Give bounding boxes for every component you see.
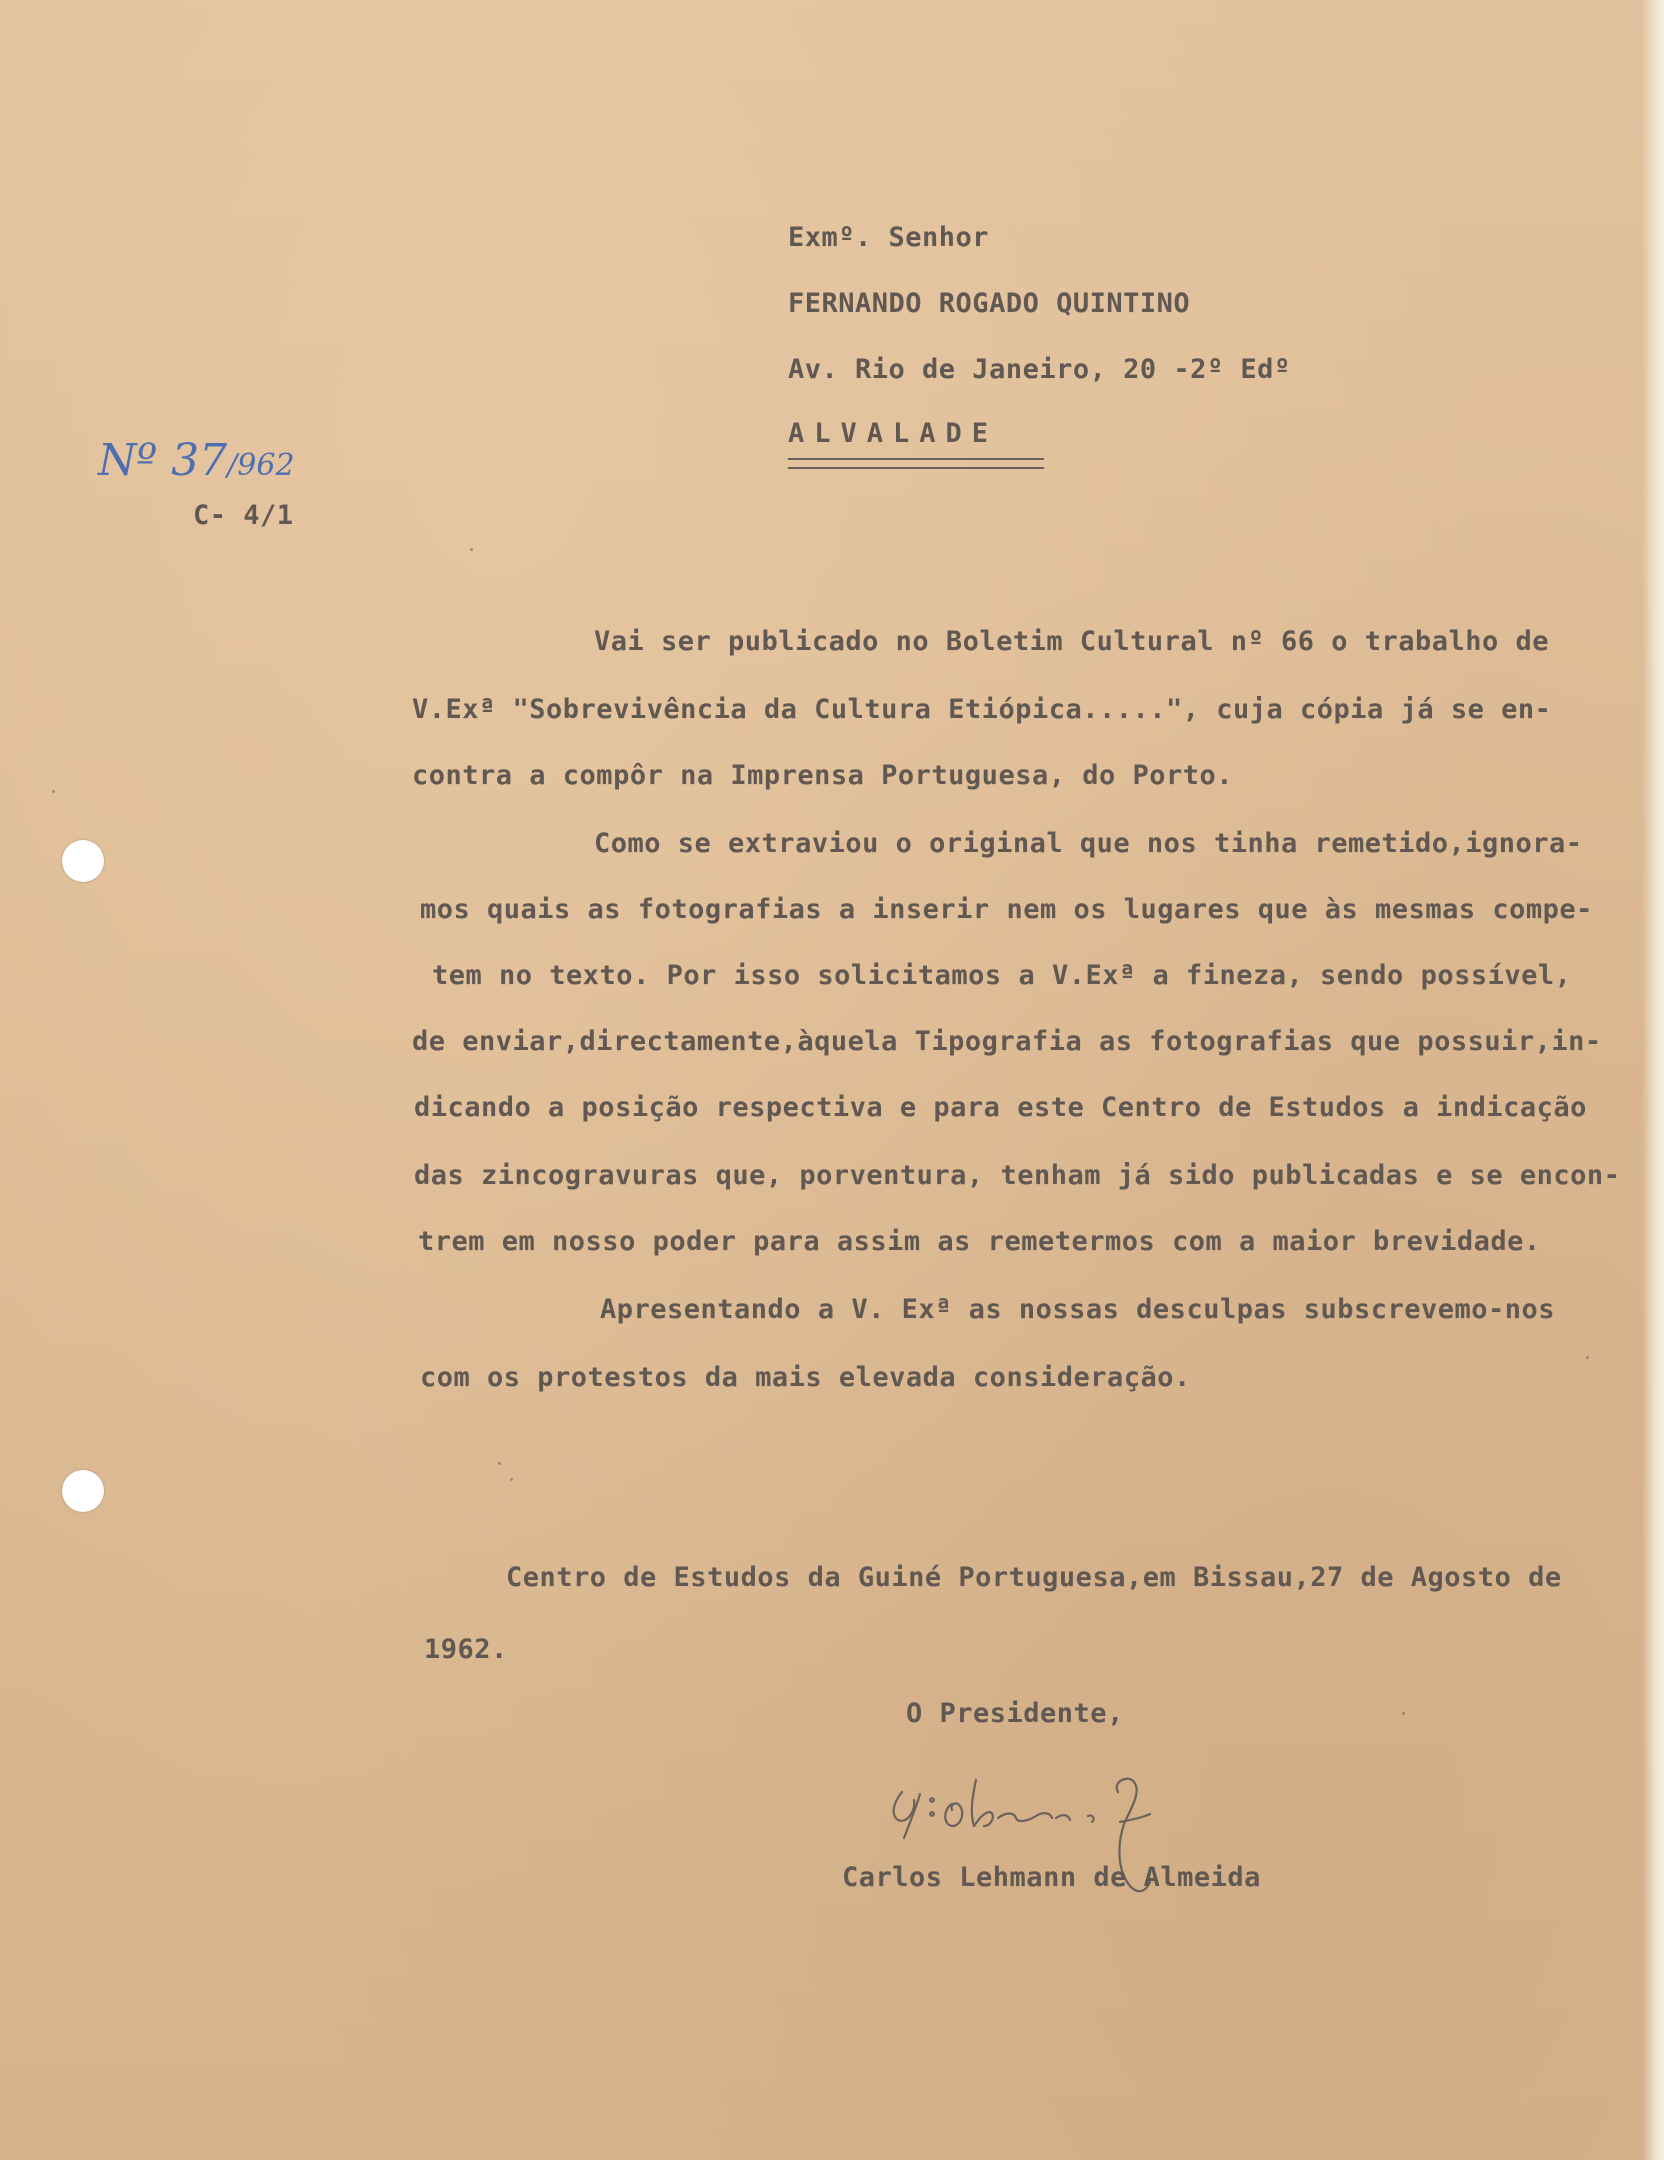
paper-speck [510, 1478, 513, 1481]
reference-number-text: Nº 37 [98, 435, 228, 486]
addressee-street: Av. Rio de Janeiro, 20 -2º Edº [788, 354, 1291, 385]
paper-speck [498, 1462, 501, 1465]
body-line: tem no texto. Por isso solicitamos a V.Exª a fineza, sendo possível, [432, 960, 1572, 991]
paper-edge [1642, 0, 1664, 2160]
addressee-district: ALVALADE [788, 418, 999, 449]
body-line: contra a compôr na Imprensa Portuguesa, do Porto. [412, 760, 1234, 791]
paper-speck [1586, 1356, 1589, 1359]
body-line: V.Exª "Sobrevivência da Cultura Etiópica.....", cuja cópia já se en- [412, 694, 1552, 725]
addressee-salutation: Exmº. Senhor [788, 222, 990, 253]
punch-hole-bottom [62, 1470, 104, 1512]
reference-number [98, 435, 295, 486]
closing-title: O Presidente, [906, 1698, 1124, 1729]
addressee-name: FERNANDO ROGADO QUINTINO [788, 288, 1191, 319]
body-line: dicando a posição respectiva e para este Centro de Estudos a indicação [414, 1092, 1587, 1123]
reference-code: C- 4/1 [193, 500, 294, 531]
punch-hole-top [62, 840, 104, 882]
paper-speck [470, 548, 473, 551]
district-underline [788, 458, 1044, 469]
reference-year: /962 [227, 448, 295, 483]
body-line: trem em nosso poder para assim as remetermos com a maior brevidade. [418, 1226, 1541, 1257]
body-line: com os protestos da mais elevada consideração. [420, 1362, 1191, 1393]
body-line: Apresentando a V. Exª as nossas desculpas subscrevemo-nos [600, 1294, 1556, 1325]
paper-speck [52, 790, 55, 793]
paper-speck [1402, 1712, 1405, 1715]
signer-name: Carlos Lehmann de Almeida [842, 1862, 1261, 1893]
body-line: mos quais as fotografias a inserir nem os lugares que às mesmas compe- [420, 894, 1593, 925]
body-line: de enviar,directamente,àquela Tipografia as fotografias que possuir,in- [412, 1026, 1602, 1057]
place-date-line: Centro de Estudos da Guiné Portuguesa,em Bissau,27 de Agosto de [506, 1562, 1562, 1593]
body-line: das zincogravuras que, porventura, tenham já sido publicadas e se encon- [414, 1160, 1621, 1191]
body-line: Vai ser publicado no Boletim Cultural nº 66 o trabalho de [594, 626, 1550, 657]
body-line: Como se extraviou o original que nos tinha remetido,ignora- [594, 828, 1583, 859]
place-date-year: 1962. [424, 1634, 508, 1665]
